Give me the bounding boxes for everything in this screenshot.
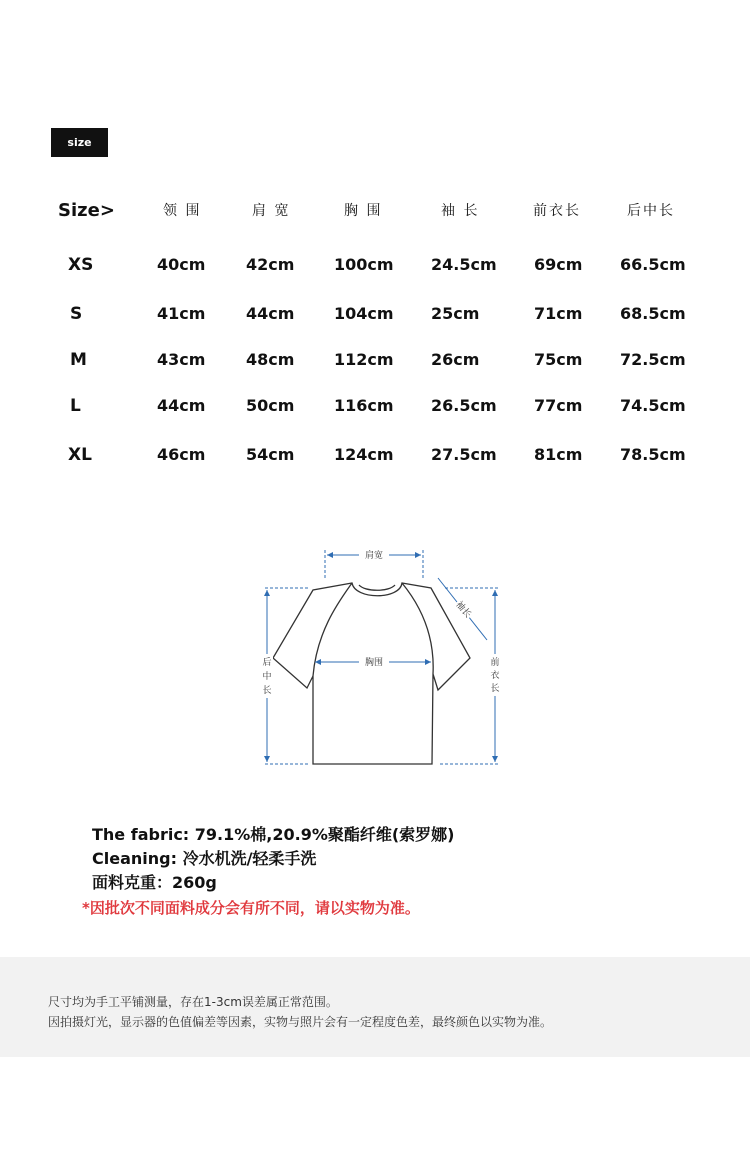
batch-note: *因批次不同面料成分会有所不同，请以实物为准。 [82, 899, 420, 917]
collar-value: 43cm [157, 350, 206, 369]
shoulder-value: 54cm [246, 445, 295, 464]
tshirt-measurement-diagram [255, 540, 505, 775]
footer-line-1: 尺寸均为手工平铺测量，存在1-3cm误差属正常范围。 [48, 995, 338, 1009]
front-length-value: 81cm [534, 445, 583, 464]
front-length-value: 71cm [534, 304, 583, 323]
front-length-label-1: 前 [490, 658, 500, 668]
size-label: XS [68, 255, 94, 275]
sleeve-value: 24.5cm [431, 255, 497, 274]
back-length-value: 78.5cm [620, 445, 686, 464]
back-length-value: 68.5cm [620, 304, 686, 323]
table-row [0, 304, 750, 334]
size-label: L [70, 396, 81, 416]
size-tag: size [51, 128, 108, 157]
header-chest: 胸 围 [344, 203, 383, 219]
chest-value: 112cm [334, 350, 394, 369]
chest-label: 胸围 [364, 658, 384, 668]
chest-value: 116cm [334, 396, 394, 415]
back-length-label-1: 后 [262, 658, 272, 668]
front-length-value: 77cm [534, 396, 583, 415]
table-row [0, 350, 750, 380]
tshirt-outline [273, 583, 470, 764]
header-shoulder: 肩 宽 [252, 203, 291, 219]
chest-value: 104cm [334, 304, 394, 323]
shoulder-value: 42cm [246, 255, 295, 274]
sleeve-value: 25cm [431, 304, 480, 323]
sleeve-value: 26cm [431, 350, 480, 369]
back-length-value: 72.5cm [620, 350, 686, 369]
shoulder-label: 肩宽 [364, 551, 384, 561]
back-length-label-3: 长 [262, 686, 272, 696]
back-length-label-2: 中 [262, 672, 272, 682]
size-label: S [70, 304, 83, 324]
header-collar: 领 围 [163, 203, 202, 219]
table-row [0, 255, 750, 285]
sleeve-value: 26.5cm [431, 396, 497, 415]
chest-value: 100cm [334, 255, 394, 274]
size-label: M [70, 350, 87, 370]
header-sleeve: 袖 长 [441, 203, 480, 219]
front-length-label-3: 长 [490, 684, 500, 694]
header-front-length: 前衣长 [533, 203, 581, 219]
footer-disclaimer [0, 957, 750, 1057]
header-back-length: 后中长 [627, 203, 675, 219]
fabric-info: The fabric: 79.1%棉,20.9%聚酯纤维(索罗娜) [92, 825, 455, 844]
table-row [0, 396, 750, 426]
sleeve-value: 27.5cm [431, 445, 497, 464]
cleaning-info: Cleaning: 冷水机洗/轻柔手洗 [92, 849, 317, 868]
front-length-label-2: 衣 [490, 671, 500, 681]
collar-value: 44cm [157, 396, 206, 415]
tshirt-collar [359, 585, 395, 590]
shoulder-value: 50cm [246, 396, 295, 415]
front-length-value: 75cm [534, 350, 583, 369]
table-row [0, 445, 750, 475]
tshirt-seam-right [402, 583, 433, 674]
sleeve-label: 袖长 [453, 599, 473, 621]
collar-value: 46cm [157, 445, 206, 464]
back-length-value: 74.5cm [620, 396, 686, 415]
shoulder-value: 44cm [246, 304, 295, 323]
back-length-value: 66.5cm [620, 255, 686, 274]
size-label: XL [68, 445, 92, 465]
footer-line-2: 因拍摄灯光，显示器的色值偏差等因素，实物与照片会有一定程度色差，最终颜色以实物为准。 [48, 1015, 553, 1029]
collar-value: 40cm [157, 255, 206, 274]
weight-info: 面料克重：260g [92, 873, 217, 892]
front-length-value: 69cm [534, 255, 583, 274]
shoulder-value: 48cm [246, 350, 295, 369]
chest-value: 124cm [334, 445, 394, 464]
size-table-header [0, 200, 750, 230]
header-size: Size> [58, 200, 115, 221]
collar-value: 41cm [157, 304, 206, 323]
